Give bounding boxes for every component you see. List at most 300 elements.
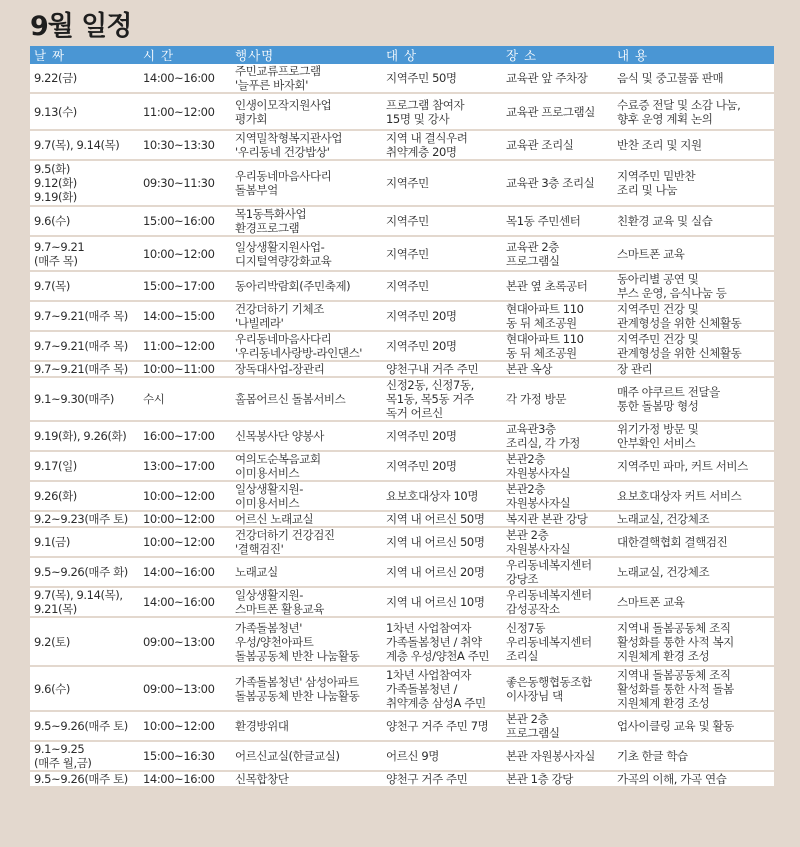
time-cell — [139, 771, 231, 787]
date-cell-line: 9.7(목), 9.14(목) — [34, 138, 120, 152]
place-cell — [502, 666, 613, 711]
target-cell-line: 가족돌봄청년 / — [386, 681, 457, 696]
content-cell-line: 활성화를 통한 사적 돌봄 — [617, 681, 734, 696]
event-cell-line: 가족돌봄청년' 삼성아파트 — [235, 674, 359, 689]
content-cell-line: 요보호대상자 커트 서비스 — [617, 489, 742, 503]
target-cell — [382, 236, 502, 271]
date-cell-line: 9.2(토) — [34, 634, 70, 649]
time-cell-line: 09:00~13:00 — [143, 634, 215, 649]
target-cell-line: 지역주민 20명 — [386, 429, 457, 443]
table-header-row — [30, 46, 774, 64]
date-cell — [30, 361, 139, 377]
event-cell — [231, 206, 382, 236]
place-cell-line: 프로그램실 — [506, 726, 560, 740]
event-cell-line: 스마트폰 활용교육 — [235, 602, 324, 616]
table-row — [30, 771, 774, 787]
date-cell — [30, 771, 139, 787]
place-cell — [502, 377, 613, 421]
date-cell — [30, 206, 139, 236]
event-cell-line: 지역밀착형복지관사업 — [235, 131, 343, 145]
table-row — [30, 617, 774, 666]
target-cell-line: 어르신 9명 — [386, 749, 440, 763]
content-cell — [613, 206, 774, 236]
event-cell-line: '우리동네사랑방-라인댄스' — [235, 346, 363, 360]
content-cell-line: 스마트폰 교육 — [617, 246, 685, 261]
place-cell-line: 자원봉사자실 — [506, 542, 571, 556]
target-cell — [382, 527, 502, 557]
date-cell — [30, 711, 139, 741]
target-cell-line: 취약계층 20명 — [386, 145, 457, 159]
date-cell-line: 9.26(화) — [34, 489, 77, 503]
date-cell — [30, 130, 139, 160]
event-cell — [231, 511, 382, 527]
table-row — [30, 587, 774, 617]
event-cell-line: 환경방위대 — [235, 719, 289, 733]
content-cell-line: 지역주민 파마, 커트 서비스 — [617, 459, 748, 473]
place-cell — [502, 160, 613, 206]
place-cell-line: 교육관 조리실 — [506, 138, 574, 152]
target-cell — [382, 711, 502, 741]
content-cell-line: 활성화를 통한 사적 복지 — [617, 634, 734, 649]
date-cell — [30, 527, 139, 557]
table-row — [30, 160, 774, 206]
place-cell — [502, 271, 613, 301]
target-cell-line: 지역 내 어르신 20명 — [386, 565, 485, 579]
content-cell — [613, 451, 774, 481]
place-cell-line: 교육관 3층 조리실 — [506, 176, 595, 190]
time-cell — [139, 481, 231, 511]
date-cell — [30, 741, 139, 771]
event-cell-line: 평가회 — [235, 111, 268, 126]
place-cell-line: 조리실, 각 가정 — [506, 436, 581, 450]
place-cell-line: 본관 옆 초록공터 — [506, 279, 588, 293]
date-cell-line: 9.5~9.26(매주 토) — [34, 719, 128, 733]
place-cell — [502, 527, 613, 557]
content-cell-line: 통한 돌봄망 형성 — [617, 399, 699, 413]
target-cell-line: 지역 내 결식우려 — [386, 131, 468, 145]
target-cell — [382, 64, 502, 93]
time-cell-line: 09:30~11:30 — [143, 176, 215, 190]
content-cell-line: 업사이클링 교육 및 활동 — [617, 719, 734, 733]
place-cell-line: 현대아파트 110 — [506, 302, 584, 316]
date-cell-line: 9.6(수) — [34, 214, 70, 228]
content-cell-line: 조리 및 나눔 — [617, 183, 678, 197]
target-cell-line: 요보호대상자 10명 — [386, 489, 479, 503]
event-cell-line: 홀몸어르신 돌봄서비스 — [235, 392, 346, 406]
target-cell — [382, 511, 502, 527]
target-cell — [382, 587, 502, 617]
date-cell-line: 9.1(금) — [34, 535, 70, 549]
time-cell-line: 14:00~16:00 — [143, 565, 215, 579]
table-row — [30, 64, 774, 93]
table-row — [30, 421, 774, 451]
content-cell-line: 안부확인 서비스 — [617, 436, 696, 450]
place-cell — [502, 93, 613, 130]
time-cell — [139, 93, 231, 130]
place-cell-line: 동 뒤 체조공원 — [506, 346, 577, 360]
date-cell-line: 9.7~9.21 — [34, 239, 85, 254]
target-cell-line: 지역주민 20명 — [386, 459, 457, 473]
content-cell — [613, 361, 774, 377]
event-cell — [231, 666, 382, 711]
content-cell — [613, 481, 774, 511]
place-cell-line: 본관 1층 강당 — [506, 772, 573, 786]
date-cell-line: 9.7(목) — [34, 279, 70, 293]
date-cell-line: (매주 월,금) — [34, 756, 92, 770]
place-cell-line: 이사장님 댁 — [506, 688, 563, 703]
table-row — [30, 236, 774, 271]
time-cell-line: 10:00~12:00 — [143, 512, 215, 526]
place-cell-line: 교육관 프로그램실 — [506, 104, 595, 119]
place-cell — [502, 617, 613, 666]
place-cell — [502, 511, 613, 527]
time-cell — [139, 271, 231, 301]
place-cell-line: 목1동 주민센터 — [506, 214, 581, 228]
target-cell — [382, 331, 502, 361]
content-cell — [613, 511, 774, 527]
date-cell — [30, 451, 139, 481]
time-cell-line: 수시 — [143, 392, 165, 406]
target-cell — [382, 741, 502, 771]
event-cell-line: '우리동네 건강밥상' — [235, 145, 330, 159]
time-cell-line: 11:00~12:00 — [143, 339, 215, 353]
time-cell-line: 11:00~12:00 — [143, 104, 215, 119]
content-cell-line: 대한결핵협회 결핵검진 — [617, 535, 728, 549]
target-cell-line: 계층 우성/양천A 주민 — [386, 648, 490, 663]
place-cell — [502, 331, 613, 361]
time-cell — [139, 711, 231, 741]
event-cell — [231, 617, 382, 666]
content-cell-line: 가곡의 이해, 가곡 연습 — [617, 772, 727, 786]
place-cell — [502, 206, 613, 236]
time-cell — [139, 527, 231, 557]
place-cell — [502, 741, 613, 771]
event-cell-line: 환경프로그램 — [235, 221, 300, 235]
content-cell-line: 음식 및 중고물품 판매 — [617, 71, 724, 85]
target-cell-line: 가족돌봄청년 / 취약 — [386, 634, 482, 649]
place-cell-line: 우리동네복지센터 — [506, 588, 592, 602]
time-cell-line: 14:00~16:00 — [143, 595, 215, 609]
content-cell-line: 지역주민 건강 및 — [617, 302, 699, 316]
content-cell-line: 수료증 전달 및 소감 나눔, — [617, 97, 741, 112]
content-cell — [613, 64, 774, 93]
place-cell-line: 본관 옥상 — [506, 362, 553, 376]
target-cell-line: 지역주민 50명 — [386, 71, 457, 85]
target-cell — [382, 377, 502, 421]
table-row — [30, 377, 774, 421]
place-cell — [502, 64, 613, 93]
place-cell-line: 강당조 — [506, 572, 539, 586]
date-cell — [30, 511, 139, 527]
content-cell-line: 동아리별 공연 및 — [617, 272, 699, 286]
time-cell-line: 10:00~12:00 — [143, 535, 215, 549]
content-cell-line: 장 관리 — [617, 362, 653, 376]
place-cell-line: 프로그램실 — [506, 253, 560, 268]
time-cell — [139, 331, 231, 361]
content-cell — [613, 666, 774, 711]
event-cell — [231, 587, 382, 617]
content-cell-line: 관계형성을 위한 신체활동 — [617, 346, 742, 360]
event-cell — [231, 93, 382, 130]
time-cell-line: 09:00~13:00 — [143, 681, 215, 696]
place-cell-line: 본관2층 — [506, 452, 546, 466]
content-cell — [613, 711, 774, 741]
time-cell — [139, 617, 231, 666]
target-cell — [382, 361, 502, 377]
event-cell-line: 일상생활지원- — [235, 588, 304, 602]
content-cell — [613, 771, 774, 787]
date-cell-line: 9.7(목), 9.14(목), — [34, 588, 123, 602]
time-cell — [139, 451, 231, 481]
place-cell — [502, 421, 613, 451]
target-cell-line: 독거 어르신 — [386, 406, 443, 420]
content-cell-line: 스마트폰 교육 — [617, 595, 685, 609]
date-cell — [30, 331, 139, 361]
time-cell — [139, 741, 231, 771]
place-cell-line: 좋은동행협동조합 — [506, 674, 592, 689]
event-cell-line: 신목봉사단 양봉사 — [235, 429, 324, 443]
event-cell-line: 장독대사업-장관리 — [235, 362, 325, 376]
place-cell — [502, 451, 613, 481]
date-cell-line: 9.19(화) — [34, 190, 77, 204]
event-cell — [231, 481, 382, 511]
target-cell — [382, 421, 502, 451]
date-cell-line: (매주 목) — [34, 253, 78, 268]
content-cell — [613, 557, 774, 587]
event-cell — [231, 377, 382, 421]
content-cell — [613, 377, 774, 421]
content-cell — [613, 236, 774, 271]
time-cell — [139, 511, 231, 527]
table-row — [30, 711, 774, 741]
date-cell — [30, 557, 139, 587]
date-cell-line: 9.5(화) — [34, 162, 70, 176]
place-cell-line: 감성공작소 — [506, 602, 560, 616]
table-row — [30, 361, 774, 377]
target-cell-line: 지역 내 어르신 50명 — [386, 535, 485, 549]
date-cell — [30, 377, 139, 421]
content-cell — [613, 421, 774, 451]
event-cell-line: '결핵검진' — [235, 542, 284, 556]
date-cell — [30, 271, 139, 301]
target-cell — [382, 617, 502, 666]
place-cell-line: 본관 2층 — [506, 528, 549, 542]
table-row — [30, 93, 774, 130]
target-cell-line: 양천구내 거주 주민 — [386, 362, 479, 376]
time-cell-line: 10:00~11:00 — [143, 362, 215, 376]
place-cell-line: 우리동네복지센터 — [506, 634, 592, 649]
date-cell — [30, 481, 139, 511]
time-cell — [139, 236, 231, 271]
place-cell — [502, 771, 613, 787]
event-cell-line: 인생이모작지원사업 — [235, 97, 332, 112]
time-cell-line: 14:00~15:00 — [143, 309, 215, 323]
event-cell — [231, 236, 382, 271]
date-cell-line: 9.13(수) — [34, 104, 77, 119]
event-cell-line: 건강더하기 건강검진 — [235, 528, 335, 542]
content-cell — [613, 587, 774, 617]
event-cell — [231, 421, 382, 451]
target-cell-line: 지역주민 — [386, 176, 429, 190]
time-cell-line: 13:00~17:00 — [143, 459, 215, 473]
time-cell — [139, 377, 231, 421]
event-cell-line: 디지털역량강화교육 — [235, 253, 332, 268]
event-cell-line: 주민교류프로그램 — [235, 64, 321, 78]
target-cell — [382, 206, 502, 236]
event-cell-line: 신목합창단 — [235, 772, 289, 786]
date-cell-line: 9.7~9.21(매주 목) — [34, 309, 128, 323]
date-cell — [30, 64, 139, 93]
place-cell — [502, 236, 613, 271]
date-cell-line: 9.19(화), 9.26(화) — [34, 429, 127, 443]
content-cell-line: 향후 운영 계획 논의 — [617, 111, 713, 126]
time-cell-line: 10:00~12:00 — [143, 719, 215, 733]
table-row — [30, 301, 774, 331]
content-cell — [613, 130, 774, 160]
date-cell-line: 9.6(수) — [34, 681, 70, 696]
content-cell-line: 관계형성을 위한 신체활동 — [617, 316, 742, 330]
table-row — [30, 511, 774, 527]
target-cell-line: 지역주민 20명 — [386, 339, 457, 353]
time-cell-line: 15:00~16:30 — [143, 749, 215, 763]
event-cell-line: 여의도순복음교회 — [235, 452, 321, 466]
time-cell — [139, 361, 231, 377]
content-cell-line: 노래교실, 건강체조 — [617, 565, 710, 579]
time-cell — [139, 206, 231, 236]
content-cell-line: 지역내 돌봄공동체 조직 — [617, 667, 731, 682]
date-cell-line: 9.12(화) — [34, 176, 77, 190]
event-cell — [231, 130, 382, 160]
time-cell-line: 16:00~17:00 — [143, 429, 215, 443]
content-cell-line: 지역내 돌봄공동체 조직 — [617, 620, 731, 635]
table-row — [30, 331, 774, 361]
event-cell-line: 어르신 노래교실 — [235, 512, 314, 526]
time-cell-line: 15:00~17:00 — [143, 279, 215, 293]
target-cell-line: 양천구 거주 주민 — [386, 772, 468, 786]
schedule-table — [30, 46, 774, 788]
time-cell-line: 14:00~16:00 — [143, 71, 215, 85]
place-cell-line: 교육관 앞 주차장 — [506, 71, 588, 85]
date-cell — [30, 666, 139, 711]
target-cell — [382, 666, 502, 711]
place-cell — [502, 481, 613, 511]
target-cell — [382, 481, 502, 511]
target-cell-line: 지역 내 어르신 10명 — [386, 595, 485, 609]
event-cell-line: 가족돌봄청년' — [235, 620, 303, 635]
place-cell — [502, 361, 613, 377]
date-cell-line: 9.7~9.21(매주 목) — [34, 339, 128, 353]
date-cell — [30, 236, 139, 271]
event-cell — [231, 160, 382, 206]
content-cell — [613, 617, 774, 666]
table-row — [30, 741, 774, 771]
time-cell — [139, 421, 231, 451]
time-cell-line: 10:00~12:00 — [143, 489, 215, 503]
date-cell-line: 9.1~9.25 — [34, 742, 85, 756]
place-cell-line: 본관2층 — [506, 482, 546, 496]
event-cell-line: 우리동네마음사다리 — [235, 332, 332, 346]
place-cell — [502, 711, 613, 741]
date-cell-line: 9.5~9.26(매주 토) — [34, 772, 128, 786]
place-cell-line: 교육관3층 — [506, 422, 556, 436]
target-cell-line: 양천구 거주 주민 7명 — [386, 719, 489, 733]
date-cell — [30, 587, 139, 617]
target-cell-line: 15명 및 강사 — [386, 111, 450, 126]
target-cell-line: 지역주민 20명 — [386, 309, 457, 323]
place-cell — [502, 587, 613, 617]
place-cell-line: 자원봉사자실 — [506, 466, 571, 480]
date-cell — [30, 421, 139, 451]
time-cell — [139, 160, 231, 206]
place-cell-line: 교육관 2층 — [506, 239, 560, 254]
place-cell-line: 신정7동 — [506, 620, 546, 635]
event-cell-line: 동아리박람회(주민축제) — [235, 279, 351, 293]
date-cell-line: 9.2~9.23(매주 토) — [34, 512, 128, 526]
place-cell-line: 복지관 본관 강당 — [506, 512, 588, 526]
date-cell-line: 9.21(목) — [34, 602, 77, 616]
event-cell-line: 돌봄공동체 반찬 나눔활동 — [235, 648, 360, 663]
place-cell — [502, 301, 613, 331]
target-cell-line: 1차년 사업참여자 — [386, 667, 472, 682]
event-cell-line: 돌봄부엌 — [235, 183, 278, 197]
place-cell-line: 우리동네복지센터 — [506, 558, 592, 572]
header-content: 내 용 — [613, 46, 774, 64]
place-cell-line: 자원봉사자실 — [506, 496, 571, 510]
target-cell — [382, 301, 502, 331]
content-cell-line: 지역주민 건강 및 — [617, 332, 699, 346]
time-cell — [139, 557, 231, 587]
target-cell — [382, 557, 502, 587]
target-cell-line: 1차년 사업참여자 — [386, 620, 472, 635]
header-place: 장 소 — [502, 46, 613, 64]
time-cell-line: 15:00~16:00 — [143, 214, 215, 228]
content-cell — [613, 331, 774, 361]
content-cell-line: 친환경 교육 및 실습 — [617, 214, 713, 228]
target-cell-line: 취약계층 삼성A 주민 — [386, 695, 486, 710]
content-cell-line: 지원체계 환경 조성 — [617, 695, 710, 710]
date-cell — [30, 160, 139, 206]
time-cell — [139, 587, 231, 617]
content-cell-line: 위기가정 방문 및 — [617, 422, 699, 436]
date-cell-line: 9.7~9.21(매주 목) — [34, 362, 128, 376]
place-cell-line: 본관 2층 — [506, 712, 549, 726]
place-cell-line: 현대아파트 110 — [506, 332, 584, 346]
header-date: 날 짜 — [30, 46, 139, 64]
event-cell-line: 어르신교실(한글교실) — [235, 749, 340, 763]
event-cell — [231, 331, 382, 361]
event-cell — [231, 557, 382, 587]
place-cell-line: 본관 자원봉사자실 — [506, 749, 595, 763]
content-cell — [613, 301, 774, 331]
header-event: 행사명 — [231, 46, 382, 64]
target-cell — [382, 451, 502, 481]
table-row — [30, 206, 774, 236]
target-cell-line: 신정2동, 신정7동, — [386, 378, 474, 392]
place-cell-line: 동 뒤 체조공원 — [506, 316, 577, 330]
event-cell — [231, 711, 382, 741]
date-cell — [30, 301, 139, 331]
date-cell — [30, 93, 139, 130]
date-cell — [30, 617, 139, 666]
event-cell — [231, 527, 382, 557]
content-cell — [613, 527, 774, 557]
time-cell — [139, 64, 231, 93]
event-cell — [231, 361, 382, 377]
event-cell-line: 우리동네마음사다리 — [235, 169, 332, 183]
content-cell-line: 부스 운영, 음식나눔 등 — [617, 286, 727, 300]
event-cell-line: 일상생활지원- — [235, 482, 304, 496]
content-cell-line: 지역주민 밑반찬 — [617, 169, 696, 183]
